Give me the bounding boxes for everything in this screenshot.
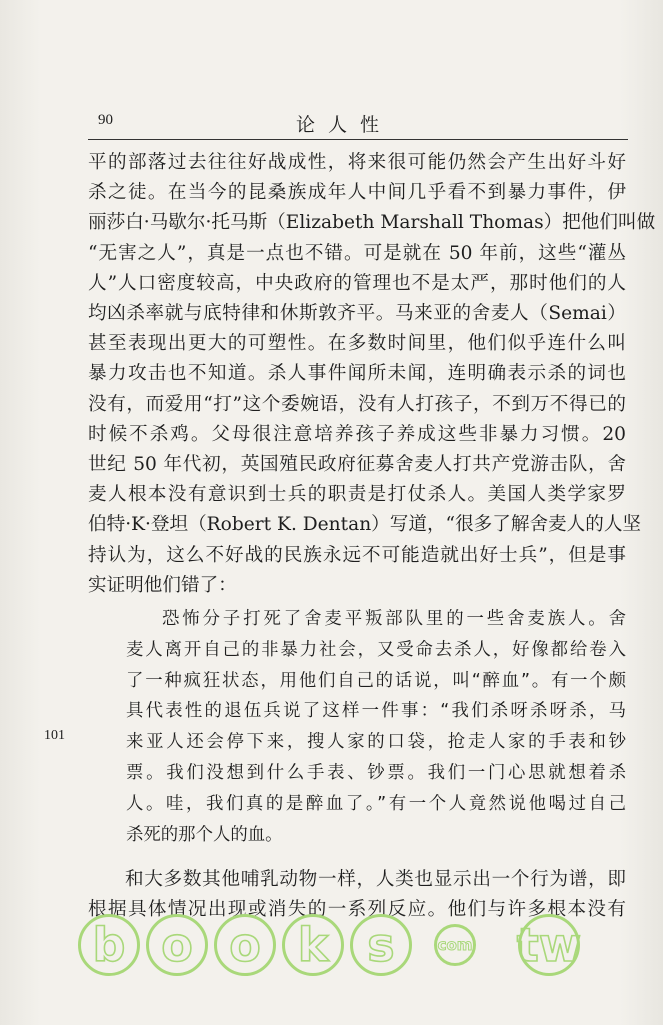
text-line: 暴力攻击也不知道。杀人事件闻所未闻，连明确表示杀的词也 <box>88 363 626 385</box>
text-line: 持认为，这么不好战的民族永远不可能造就出好士兵”，但是事 <box>88 544 626 566</box>
text-line: 杀之徒。在当今的昆桑族成年人中间几乎看不到暴力事件，伊 <box>88 182 626 204</box>
quote-line: 杀死的那个人的血。 <box>126 824 283 845</box>
text-line: 平的部落过去往往好战成性，将来很可能仍然会产生出好斗好 <box>88 152 626 173</box>
quote-line: 恐怖分子打死了舍麦平叛部队里的一些舍麦族人。舍 <box>162 609 626 629</box>
quote-line: 票。我们没想到什么手表、钞票。我们一门心思就想着杀 <box>126 762 626 783</box>
text-line: 丽莎白·马歇尔·托马斯（Elizabeth Marshall Thomas）把他们叫做 <box>88 212 656 234</box>
quote-line: 人。哇，我们真的是醉血了。”有一个人竟然说他喝过自己 <box>126 793 626 814</box>
text-line: “无害之人”，真是一点也不错。可是就在 50 年前，这些“灌丛 <box>88 242 626 264</box>
watermark-letter: k <box>282 914 344 976</box>
text-line: 人”人口密度较高，中央政府的管理也不是太严，那时他们的人 <box>88 272 626 294</box>
text-line: 实证明他们错了： <box>88 574 237 596</box>
watermark-tld: tw <box>518 914 580 976</box>
watermark-com: com <box>434 924 476 966</box>
header-rule <box>88 139 628 140</box>
quote-line: 麦人离开自己的非暴力社会，又受命去杀人，好像都给卷入 <box>126 639 626 660</box>
text-line: 世纪 50 年代初，英国殖民政府征募舍麦人打共产党游击队，舍 <box>88 454 626 476</box>
quote-line: 具代表性的退伍兵说了这样一件事：“我们杀呀杀呀杀，马 <box>126 701 626 722</box>
text-line: 时候不杀鸡。父母很注意培养孩子养成这些非暴力习惯。20 <box>88 423 626 445</box>
margin-note-number: 101 <box>44 728 65 743</box>
quote-line: 来亚人还会停下来，搜人家的口袋，抢走人家的手表和钞 <box>126 732 626 753</box>
text-line: 没有，而爱用“打”这个委婉语，没有人打孩子，不到万不得已的 <box>88 393 626 415</box>
text-line: 麦人根本没有意识到士兵的职责是打仗杀人。美国人类学家罗 <box>88 484 626 506</box>
watermark-letter: b <box>78 914 140 976</box>
running-title: 论人性 <box>296 114 393 136</box>
text-line: 甚至表现出更大的可塑性。在多数时间里，他们似乎连什么叫 <box>88 333 626 355</box>
page-number: 90 <box>98 112 113 128</box>
watermark-letter: o <box>146 914 208 976</box>
books-com-tw-watermark <box>78 908 598 988</box>
watermark-letter: o <box>214 914 276 976</box>
watermark-letter: s <box>350 914 412 976</box>
block-quote <box>126 604 626 850</box>
text-line: 根据具体情况出现或消失的一系列反应。他们与许多根本没有 <box>88 899 626 921</box>
paragraph-1 <box>88 148 656 601</box>
text-line: 和大多数其他哺乳动物一样，人类也显示出一个行为谱，即 <box>125 869 626 890</box>
text-line: 均凶杀率就与底特律和休斯敦齐平。马来亚的舍麦人（Semai） <box>88 303 626 325</box>
quote-line: 了一种疯狂状态，用他们自己的话说，叫“醉血”。有一个颇 <box>126 670 626 691</box>
text-line: 伯特·K·登坦（Robert K. Dentan）写道，“很多了解舍麦人的人坚 <box>88 514 642 536</box>
page-header <box>88 112 628 138</box>
